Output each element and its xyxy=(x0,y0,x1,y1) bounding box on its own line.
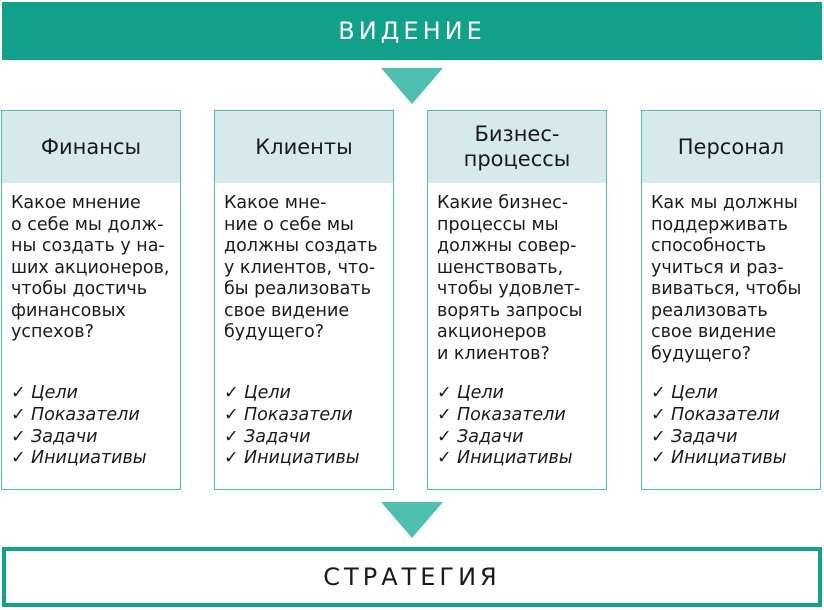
column-title: Финансы xyxy=(2,111,180,183)
checklist-item-label: Показатели xyxy=(31,404,140,425)
checklist-item-label: Задачи xyxy=(671,426,738,447)
checklist-item xyxy=(224,405,360,427)
check-icon: ✓ xyxy=(437,426,452,447)
checklist-item xyxy=(437,448,573,470)
checklist xyxy=(11,383,147,470)
checklist-item-label: Задачи xyxy=(244,426,311,447)
check-icon: ✓ xyxy=(11,383,26,403)
checklist-item-label: Инициативы xyxy=(244,448,360,469)
check-icon: ✓ xyxy=(437,383,452,403)
down-arrow-icon xyxy=(381,68,443,104)
checklist-item xyxy=(11,427,147,449)
checklist-item-label: Задачи xyxy=(31,426,98,447)
check-icon: ✓ xyxy=(224,448,239,469)
checklist-item xyxy=(437,405,573,427)
strategy-title: СТРАТЕГИЯ xyxy=(323,563,501,591)
checklist-item xyxy=(224,383,360,405)
checklist xyxy=(437,383,573,470)
column-title: Клиенты xyxy=(215,111,393,183)
check-icon: ✓ xyxy=(11,448,26,469)
checklist-item xyxy=(651,427,787,449)
check-icon: ✓ xyxy=(437,448,452,469)
column-business-processes xyxy=(427,110,607,490)
checklist-item-label: Инициативы xyxy=(31,448,147,469)
check-icon: ✓ xyxy=(651,404,666,425)
check-icon: ✓ xyxy=(224,383,239,403)
checklist-item-label: Цели xyxy=(457,383,504,403)
checklist-item-label: Цели xyxy=(244,383,291,403)
checklist-item xyxy=(224,427,360,449)
column-title: Персонал xyxy=(642,111,820,183)
checklist xyxy=(651,383,787,470)
checklist-item-label: Задачи xyxy=(457,426,524,447)
checklist-item xyxy=(651,448,787,470)
check-icon: ✓ xyxy=(651,383,666,403)
check-icon: ✓ xyxy=(437,404,452,425)
checklist-item xyxy=(11,383,147,405)
vision-title: ВИДЕНИЕ xyxy=(338,17,486,45)
checklist-item-label: Цели xyxy=(671,383,718,403)
vision-banner xyxy=(2,2,822,60)
column-question: Как мы должны поддерживать способность учиться и раз- виваться, чтобы реализовать свое видение будущего? xyxy=(651,193,802,364)
checklist-item xyxy=(651,405,787,427)
checklist-item-label: Инициативы xyxy=(671,448,787,469)
check-icon: ✓ xyxy=(651,448,666,469)
column-finance xyxy=(1,110,181,490)
column-question: Какое мне- ние о себе мы должны создать у клиентов, что- бы реализовать свое видение будущего? xyxy=(224,193,378,342)
checklist-item-label: Показатели xyxy=(244,404,353,425)
checklist xyxy=(224,383,360,470)
checklist-item-label: Показатели xyxy=(671,404,780,425)
checklist-item xyxy=(437,383,573,405)
checklist-item xyxy=(651,383,787,405)
checklist-item-label: Инициативы xyxy=(457,448,573,469)
column-question: Какое мнение о себе мы долж- ны создать у на- ших акционеров, чтобы достичь финансовых успехов? xyxy=(11,193,170,342)
column-clients xyxy=(214,110,394,490)
checklist-item xyxy=(437,427,573,449)
checklist-item-label: Показатели xyxy=(457,404,566,425)
check-icon: ✓ xyxy=(224,404,239,425)
column-question: Какие бизнес- процессы мы должны совер- шенствовать, чтобы удовлет- ворять запросы акционеров и клиентов? xyxy=(437,193,583,364)
column-personnel xyxy=(641,110,821,490)
check-icon: ✓ xyxy=(224,426,239,447)
check-icon: ✓ xyxy=(11,426,26,447)
checklist-item-label: Цели xyxy=(31,383,78,403)
checklist-item xyxy=(224,448,360,470)
strategy-banner xyxy=(2,547,822,607)
check-icon: ✓ xyxy=(11,404,26,425)
column-title: Бизнес- процессы xyxy=(428,111,606,183)
checklist-item xyxy=(11,448,147,470)
checklist-item xyxy=(11,405,147,427)
check-icon: ✓ xyxy=(651,426,666,447)
down-arrow-icon xyxy=(381,502,443,538)
